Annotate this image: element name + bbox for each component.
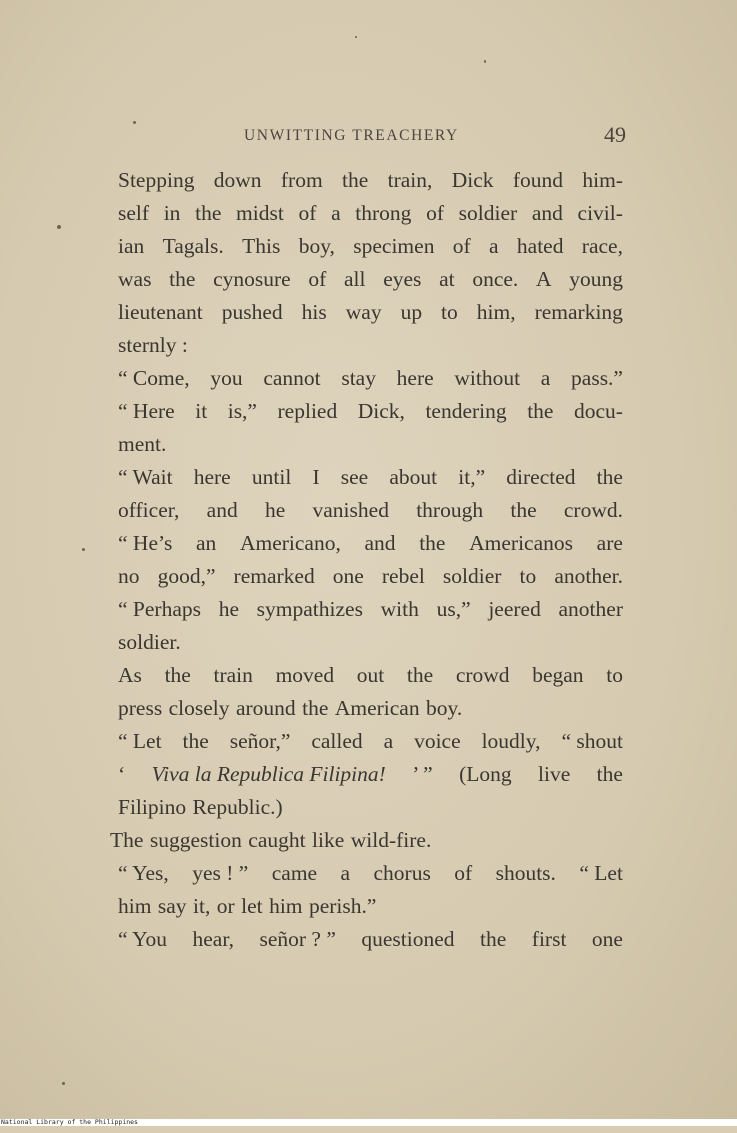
word: loudly,: [481, 729, 541, 753]
word: Americanos: [469, 531, 574, 555]
word: As: [118, 663, 142, 687]
word: to: [519, 564, 537, 588]
word: called: [311, 729, 363, 753]
word: to: [441, 300, 458, 324]
word: remarked: [233, 564, 315, 588]
word: “ He’s: [118, 531, 173, 555]
word: him: [269, 894, 303, 918]
word: good,”: [157, 564, 216, 588]
word: of: [454, 861, 473, 885]
running-head: UNWITTING TREACHERY: [244, 127, 459, 144]
word: press: [118, 696, 163, 720]
word: us,”: [436, 597, 471, 621]
word: came: [271, 861, 318, 885]
page-number: 49: [604, 122, 626, 147]
word: until: [251, 465, 292, 489]
word: questioned: [361, 927, 455, 951]
text-line: [118, 725, 623, 758]
word: remarking: [534, 300, 623, 324]
text-line: [118, 197, 623, 230]
word: way: [345, 300, 382, 324]
word: Dick: [451, 168, 494, 192]
word: at: [439, 267, 455, 291]
word: about: [389, 465, 438, 489]
word: directed: [506, 465, 576, 489]
word: the: [342, 168, 369, 192]
paper-speck: [133, 121, 136, 124]
word: eyes: [383, 267, 422, 291]
text-line: [118, 593, 623, 626]
word: American: [334, 696, 420, 720]
word: see: [340, 465, 369, 489]
word: up: [400, 300, 423, 324]
word: crowd: [455, 663, 510, 687]
word: caught: [248, 828, 306, 852]
word: his: [301, 300, 327, 324]
word: sympathizes: [256, 597, 363, 621]
body-text: [110, 164, 623, 956]
text-line: [118, 890, 623, 923]
paper-speck: [355, 36, 357, 38]
paper-speck: [82, 548, 85, 551]
word: train,: [387, 168, 433, 192]
word: lieutenant: [118, 300, 203, 324]
word: “ Let: [579, 861, 623, 885]
word: ‘: [118, 762, 126, 786]
word: a: [383, 729, 394, 753]
word: “ Come,: [118, 366, 190, 390]
word: docu-: [574, 399, 623, 423]
word: sternly :: [118, 333, 188, 357]
word: it: [195, 399, 208, 423]
word: the: [596, 465, 623, 489]
text-line: [110, 824, 623, 857]
word: self: [118, 201, 150, 225]
word: specimen: [353, 234, 435, 258]
text-line: [118, 923, 623, 956]
library-credit: National Library of the Philippines: [1, 1118, 138, 1126]
word: a: [489, 234, 499, 258]
word: This: [242, 234, 281, 258]
paper-speck: [484, 60, 486, 63]
word: “ Wait: [118, 465, 173, 489]
word: yes ! ”: [192, 861, 249, 885]
word: tendering: [425, 399, 507, 423]
word: another: [558, 597, 623, 621]
text-line: [118, 461, 623, 494]
word: he: [264, 498, 286, 522]
word: him,: [476, 300, 516, 324]
word: found: [512, 168, 564, 192]
word: boy,: [298, 234, 335, 258]
word: hated: [516, 234, 564, 258]
word: of: [452, 234, 471, 258]
word: all: [344, 267, 366, 291]
word: the: [195, 201, 222, 225]
word: is,”: [227, 399, 257, 423]
word: from: [280, 168, 323, 192]
word: pass.”: [571, 366, 623, 390]
word: began: [532, 663, 584, 687]
word: here: [193, 465, 231, 489]
word: out: [356, 663, 385, 687]
text-line: [118, 428, 623, 461]
word: “ Here: [118, 399, 175, 423]
text-line: [118, 758, 623, 791]
word: Dick,: [357, 399, 405, 423]
word: I: [312, 465, 320, 489]
word: down: [213, 168, 262, 192]
word: are: [596, 531, 623, 555]
word: Filipino: [118, 795, 187, 819]
word: once.: [472, 267, 519, 291]
paper-speck: [62, 1082, 65, 1085]
word: Viva la Republica Filipina!: [151, 762, 386, 786]
word: the: [527, 399, 554, 423]
word: the: [164, 663, 191, 687]
word: another.: [554, 564, 623, 588]
word: stay: [341, 366, 376, 390]
word: in: [163, 201, 181, 225]
word: no: [118, 564, 140, 588]
word: (Long: [459, 762, 512, 786]
word: an: [195, 531, 217, 555]
word: him: [118, 894, 152, 918]
paper-speck: [57, 225, 61, 229]
word: let: [241, 894, 263, 918]
word: the: [182, 729, 209, 753]
word: closely: [168, 696, 230, 720]
word: like: [312, 828, 345, 852]
word: “ Perhaps: [118, 597, 201, 621]
text-line: [118, 164, 623, 197]
word: first: [531, 927, 567, 951]
word: A: [535, 267, 552, 291]
word: say: [157, 894, 187, 918]
word: race,: [581, 234, 623, 258]
text-line: [118, 395, 623, 428]
word: Tagals.: [162, 234, 224, 258]
word: “ Let: [118, 729, 162, 753]
word: and: [364, 531, 396, 555]
word: Americano,: [239, 531, 341, 555]
text-line: [118, 263, 623, 296]
word: the: [596, 762, 623, 786]
word: young: [569, 267, 623, 291]
word: wild-fire.: [350, 828, 432, 852]
word: a: [331, 201, 341, 225]
word: of: [426, 201, 444, 225]
word: replied: [277, 399, 338, 423]
word: through: [416, 498, 484, 522]
word: boy.: [426, 696, 463, 720]
text-line: [118, 857, 623, 890]
word: and: [206, 498, 238, 522]
word: the: [480, 927, 507, 951]
word: voice: [414, 729, 461, 753]
word: he: [218, 597, 239, 621]
word: vanished: [312, 498, 389, 522]
word: soldier: [458, 201, 518, 225]
word: one: [591, 927, 623, 951]
text-line: [118, 659, 623, 692]
word: of: [308, 267, 327, 291]
text-line: [118, 692, 623, 725]
word: suggestion: [149, 828, 242, 852]
page-header: [110, 122, 626, 152]
text-line: [118, 494, 623, 527]
word: Stepping: [118, 168, 195, 192]
word: of: [298, 201, 317, 225]
word: señor,”: [229, 729, 291, 753]
text-line: [118, 560, 623, 593]
word: a: [540, 366, 551, 390]
word: midst: [236, 201, 284, 225]
word: shouts.: [495, 861, 556, 885]
word: soldier: [442, 564, 502, 588]
word: live: [538, 762, 571, 786]
word: hear,: [192, 927, 234, 951]
word: the: [406, 663, 434, 687]
text-line: [118, 527, 623, 560]
word: it,”: [458, 465, 486, 489]
word: ’ ”: [412, 762, 433, 786]
text-line: [118, 791, 623, 824]
word: “ shout: [561, 729, 623, 753]
word: moved: [275, 663, 335, 687]
word: around: [235, 696, 296, 720]
word: a: [340, 861, 351, 885]
word: one: [332, 564, 364, 588]
word: cannot: [263, 366, 321, 390]
word: jeered: [488, 597, 541, 621]
word: perish.”: [308, 894, 377, 918]
word: “ You: [118, 927, 167, 951]
text-line: [118, 329, 623, 362]
text-line: [118, 230, 623, 263]
text-line: [118, 626, 623, 659]
word: señor ? ”: [259, 927, 336, 951]
word: was: [118, 267, 152, 291]
word: you: [210, 366, 243, 390]
text-line: [118, 296, 623, 329]
word: the: [302, 696, 329, 720]
word: or: [216, 894, 235, 918]
word: train: [213, 663, 253, 687]
text-line: [118, 362, 623, 395]
word: it,: [193, 894, 211, 918]
word: ian: [118, 234, 145, 258]
word: rebel: [381, 564, 425, 588]
word: pushed: [221, 300, 283, 324]
footer-strip: [0, 1119, 737, 1126]
word: with: [380, 597, 419, 621]
word: The: [110, 828, 144, 852]
word: the: [169, 267, 196, 291]
word: “ Yes,: [118, 861, 169, 885]
word: the: [419, 531, 446, 555]
word: ment.: [118, 432, 167, 456]
word: civil-: [577, 201, 623, 225]
word: crowd.: [563, 498, 623, 522]
word: officer,: [118, 498, 180, 522]
word: to: [606, 663, 623, 687]
word: the: [510, 498, 537, 522]
word: soldier.: [118, 630, 181, 654]
word: him-: [582, 168, 623, 192]
word: and: [531, 201, 563, 225]
word: chorus: [373, 861, 431, 885]
word: without: [454, 366, 521, 390]
word: throng: [355, 201, 412, 225]
word: here: [396, 366, 434, 390]
word: Republic.): [192, 795, 283, 819]
word: cynosure: [213, 267, 291, 291]
